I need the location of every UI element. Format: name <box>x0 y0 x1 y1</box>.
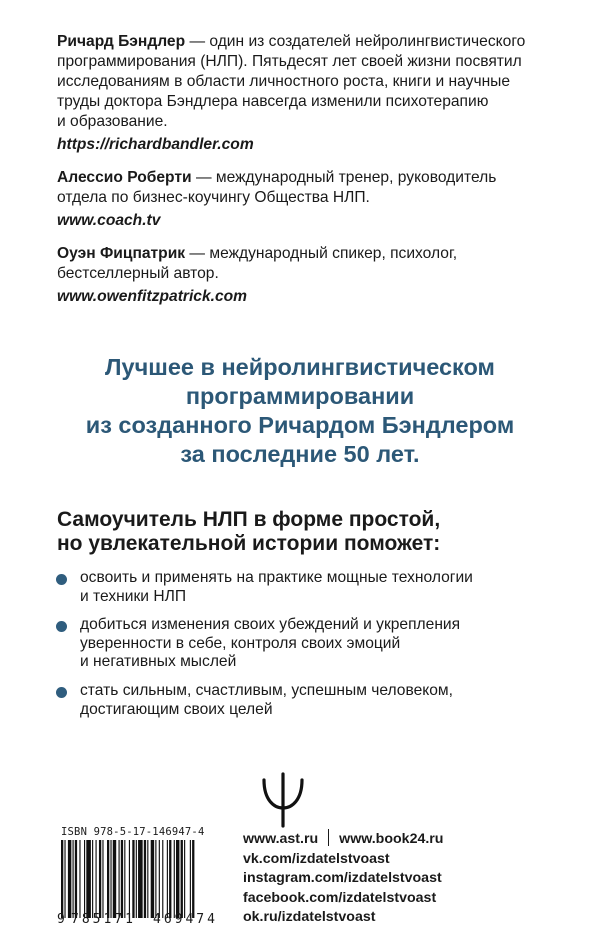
ean-first-digit: 9 <box>57 912 65 927</box>
website-link-book24[interactable]: www.book24.ru <box>339 831 444 847</box>
barcode-stripe <box>75 840 77 918</box>
intro-line: но увлекательной истории поможет: <box>57 532 441 555</box>
barcode-stripe <box>64 840 65 918</box>
ean-right-group: 469474 <box>153 912 218 927</box>
author-bio-roberti <box>57 168 557 231</box>
barcode-stripe <box>110 840 111 918</box>
tagline <box>0 353 600 469</box>
barcode-stripe <box>132 840 134 918</box>
barcode-stripe <box>84 840 85 918</box>
intro-heading <box>57 508 577 556</box>
intro-line: Самоучитель НЛП в форме простой, <box>57 508 441 531</box>
social-link-vk[interactable]: vk.com/izdatelstvoast <box>243 850 390 867</box>
barcode-stripe <box>119 840 120 918</box>
tagline-line: из созданного Ричардом Бэндлером <box>85 412 515 438</box>
publisher-links <box>243 829 443 928</box>
bio-line: — международный тренер, руководитель <box>191 169 497 186</box>
tagline-line: за последние 50 лет. <box>180 441 420 467</box>
barcode-stripe <box>155 840 156 918</box>
list-item <box>50 616 570 672</box>
benefits-list <box>50 569 570 729</box>
benefit-line: освоить и применять на практике мощные технологии <box>80 569 473 586</box>
bio-line: исследованиям в области личностного роста, книги и научные <box>57 73 511 90</box>
bio-line: — один из создателей нейролингвистического <box>185 33 526 50</box>
barcode-stripe <box>181 840 183 918</box>
barcode-stripe <box>136 840 137 918</box>
tagline-line: Лучшее в нейролингвистическом <box>105 354 495 380</box>
barcode-stripe <box>121 840 123 918</box>
barcode-stripe <box>68 840 71 918</box>
bio-line: программирования (НЛП). Пятьдесят лет своей жизни посвятил <box>57 53 522 70</box>
author-name: Оуэн Фицпатрик <box>57 245 186 262</box>
benefit-line: добиться изменения своих убеждений и укрепления <box>80 616 461 634</box>
barcode-stripe <box>96 840 97 918</box>
bullet-icon <box>56 574 67 585</box>
barcode-stripe <box>129 840 130 918</box>
author-bios <box>57 32 557 320</box>
barcode-stripe <box>107 840 109 918</box>
bullet-icon <box>56 621 67 632</box>
barcode-stripe <box>61 840 63 918</box>
bio-line: отдела по бизнес-коучингу Общества НЛП. <box>57 189 370 206</box>
barcode-bars <box>57 840 233 918</box>
barcode-stripe <box>169 840 171 918</box>
barcode-stripe <box>159 840 160 918</box>
author-bio-bandler <box>57 32 557 155</box>
list-item <box>50 682 570 719</box>
bio-line: бестселлерный автор. <box>57 265 219 282</box>
benefit-line: и техники НЛП <box>80 587 187 605</box>
benefit-line: стать сильным, счастливым, успешным человеком, <box>80 681 453 699</box>
barcode-stripe <box>99 840 101 918</box>
website-row <box>243 829 443 850</box>
barcode-stripe <box>151 840 154 918</box>
barcode-stripe <box>102 840 103 918</box>
benefit-line: достигающим своих целей <box>80 700 273 718</box>
barcode <box>57 826 237 930</box>
barcode-stripe <box>174 840 175 918</box>
ean-left-group: 785171 <box>71 912 136 927</box>
social-link-instagram[interactable]: instagram.com/izdatelstvoast <box>243 870 442 886</box>
divider <box>328 829 329 846</box>
author-url[interactable]: https://richardbandler.com <box>57 136 254 153</box>
barcode-stripe <box>92 840 93 918</box>
barcode-stripe <box>162 840 163 918</box>
list-item <box>50 569 570 606</box>
barcode-stripe <box>86 840 91 918</box>
barcode-stripe <box>144 840 146 918</box>
author-url[interactable]: www.coach.tv <box>57 212 161 229</box>
benefit-line: уверенности в себе, контроля своих эмоций <box>80 634 401 652</box>
author-url[interactable]: www.owenfitzpatrick.com <box>57 288 248 305</box>
isbn-label: ISBN 978-5-17-146947-4 <box>61 826 205 838</box>
barcode-stripe <box>184 840 185 918</box>
barcode-stripe <box>167 840 168 918</box>
bio-line: — международный спикер, психолог, <box>185 245 458 262</box>
barcode-stripe <box>113 840 116 918</box>
barcode-stripe <box>192 840 194 918</box>
author-name: Алессио Роберти <box>57 169 192 186</box>
barcode-stripe <box>138 840 143 918</box>
social-link-ok[interactable]: ok.ru/izdatelstvoast <box>243 909 376 925</box>
website-link-ast[interactable]: www.ast.ru <box>243 831 319 847</box>
tagline-line: программировании <box>185 383 415 409</box>
author-name: Ричард Бэндлер <box>57 33 186 50</box>
bio-line: и образование. <box>57 113 168 130</box>
bio-line: труды доктора Бэндлера навсегда изменили психотерапию <box>57 93 489 110</box>
barcode-stripe <box>176 840 179 918</box>
barcode-stripe <box>124 840 125 918</box>
barcode-stripe <box>190 840 191 918</box>
barcode-stripe <box>73 840 74 918</box>
social-link-facebook[interactable]: facebook.com/izdatelstvoast <box>243 889 437 906</box>
author-bio-fitzpatrick <box>57 244 557 307</box>
bullet-icon <box>56 687 67 698</box>
barcode-stripe <box>79 840 80 918</box>
psi-trident-icon <box>258 768 308 828</box>
benefit-line: и негативных мыслей <box>80 653 237 671</box>
barcode-stripe <box>147 840 148 918</box>
